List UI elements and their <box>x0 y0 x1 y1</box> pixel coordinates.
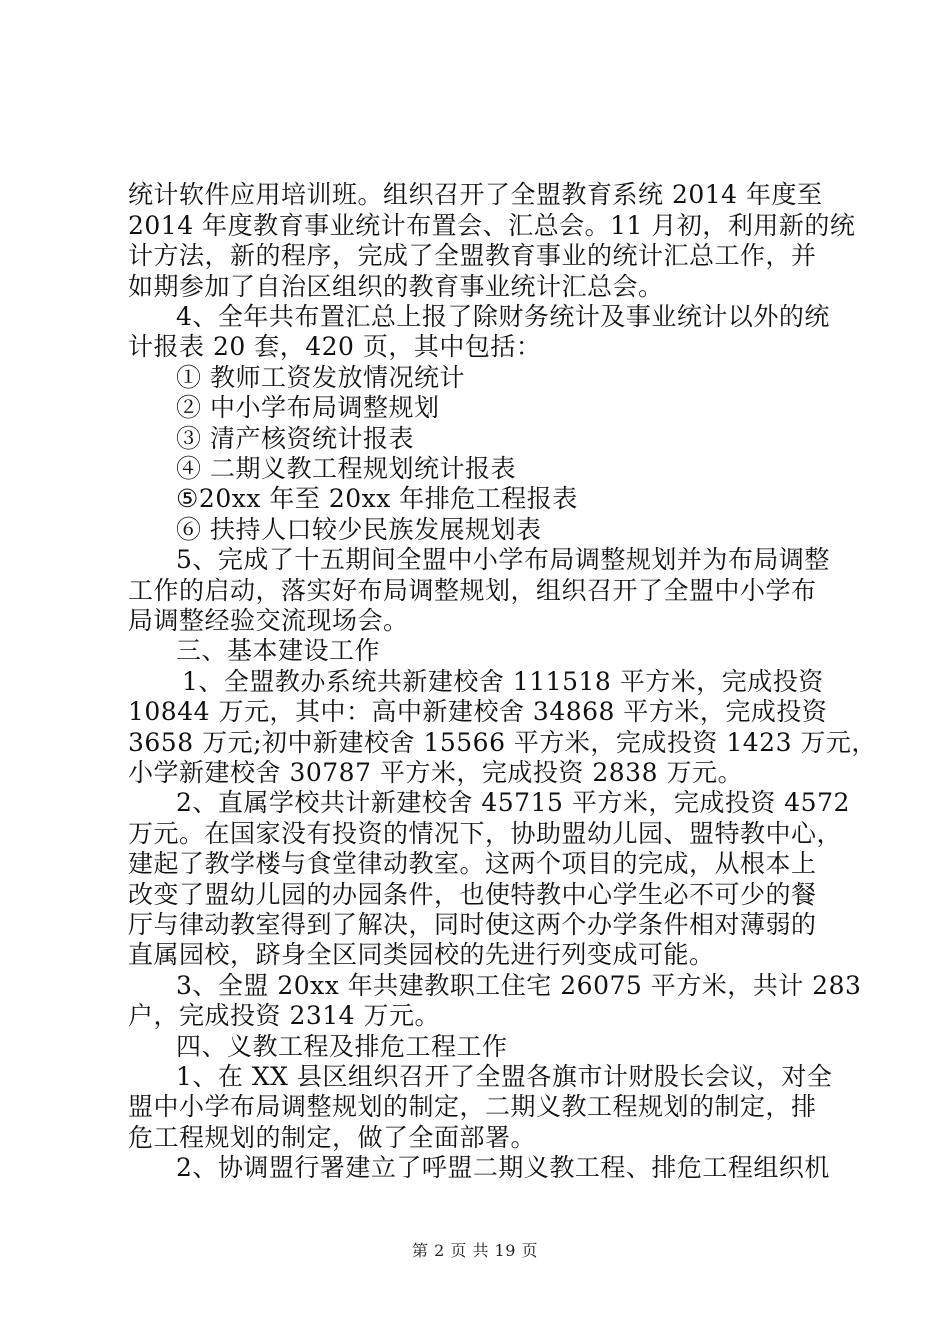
text-line: 建起了教学楼与食堂律动教室。这两个项目的完成，从根本上 <box>128 849 817 878</box>
section-heading: 四、义教工程及排危工程工作 <box>176 1032 508 1061</box>
text-line: 5、完成了十五期间全盟中小学布局调整规划并为布局调整 <box>176 545 830 574</box>
text-line: 计报表 20 套，420 页，其中包括： <box>128 332 542 361</box>
text-line: 万元。在国家没有投资的情况下，协助盟幼儿园、盟特教中心， <box>128 819 843 848</box>
text-line: 危工程规划的制定，做了全面部署。 <box>128 1123 537 1152</box>
text-line: 计方法，新的程序，完成了全盟教育事业的统计汇总工作，并 <box>128 241 817 270</box>
text-line: 2、直属学校共计新建校舍 45715 平方米，完成投资 4572 <box>176 788 850 817</box>
text-line: 局调整经验交流现场会。 <box>128 606 409 635</box>
section-heading: 三、基本建设工作 <box>176 636 381 665</box>
text-line: 户，完成投资 2314 万元。 <box>128 1001 441 1030</box>
list-item: ⑤20xx 年至 20xx 年排危工程报表 <box>176 484 578 513</box>
text-line: 厅与律动教室得到了解决，同时使这两个办学条件相对薄弱的 <box>128 910 817 939</box>
list-item: ④ 二期义教工程规划统计报表 <box>176 454 516 483</box>
text-line: 改变了盟幼儿园的办园条件，也使特教中心学生必不可少的餐 <box>128 880 817 909</box>
text-line: 小学新建校舍 30787 平方米，完成投资 2838 万元。 <box>128 758 743 787</box>
list-item: ① 教师工资发放情况统计 <box>176 363 465 392</box>
text-line: 工作的启动，落实好布局调整规划，组织召开了全盟中小学布 <box>128 576 817 605</box>
text-line: 2014 年度教育事业统计布置会、汇总会。11 月初，利用新的统 <box>128 211 856 240</box>
text-line: 1、在 XX 县区组织召开了全盟各旗市计财股长会议，对全 <box>176 1062 833 1091</box>
text-line: 1、全盟教办系统共新建校舍 111518 平方米，完成投资 <box>182 667 824 696</box>
page-footer: 第 2 页 共 19 页 <box>412 1241 538 1260</box>
text-line: 4、全年共布置汇总上报了除财务统计及事业统计以外的统 <box>176 302 830 331</box>
text-line: 2、协调盟行署建立了呼盟二期义教工程、排危工程组织机 <box>176 1153 830 1182</box>
text-line: 3、全盟 20xx 年共建教职工住宅 26075 平方米，共计 283 <box>176 971 862 1000</box>
list-item: ⑥ 扶持人口较少民族发展规划表 <box>176 515 542 544</box>
text-line: 统计软件应用培训班。组织召开了全盟教育系统 2014 年度至 <box>128 180 823 209</box>
text-line: 盟中小学布局调整规划的制定，二期义教工程规划的制定，排 <box>128 1092 817 1121</box>
list-item: ③ 清产核资统计报表 <box>176 424 414 453</box>
text-line: 如期参加了自治区组织的教育事业统计汇总会。 <box>128 272 664 301</box>
text-line: 10844 万元，其中：高中新建校舍 34868 平方米，完成投资 <box>128 697 828 726</box>
text-line: 3658 万元;初中新建校舍 15566 平方米，完成投资 1423 万元， <box>128 728 877 757</box>
text-line: 直属园校，跻身全区同类园校的先进行列变成可能。 <box>128 940 715 969</box>
list-item: ② 中小学布局调整规划 <box>176 393 440 422</box>
